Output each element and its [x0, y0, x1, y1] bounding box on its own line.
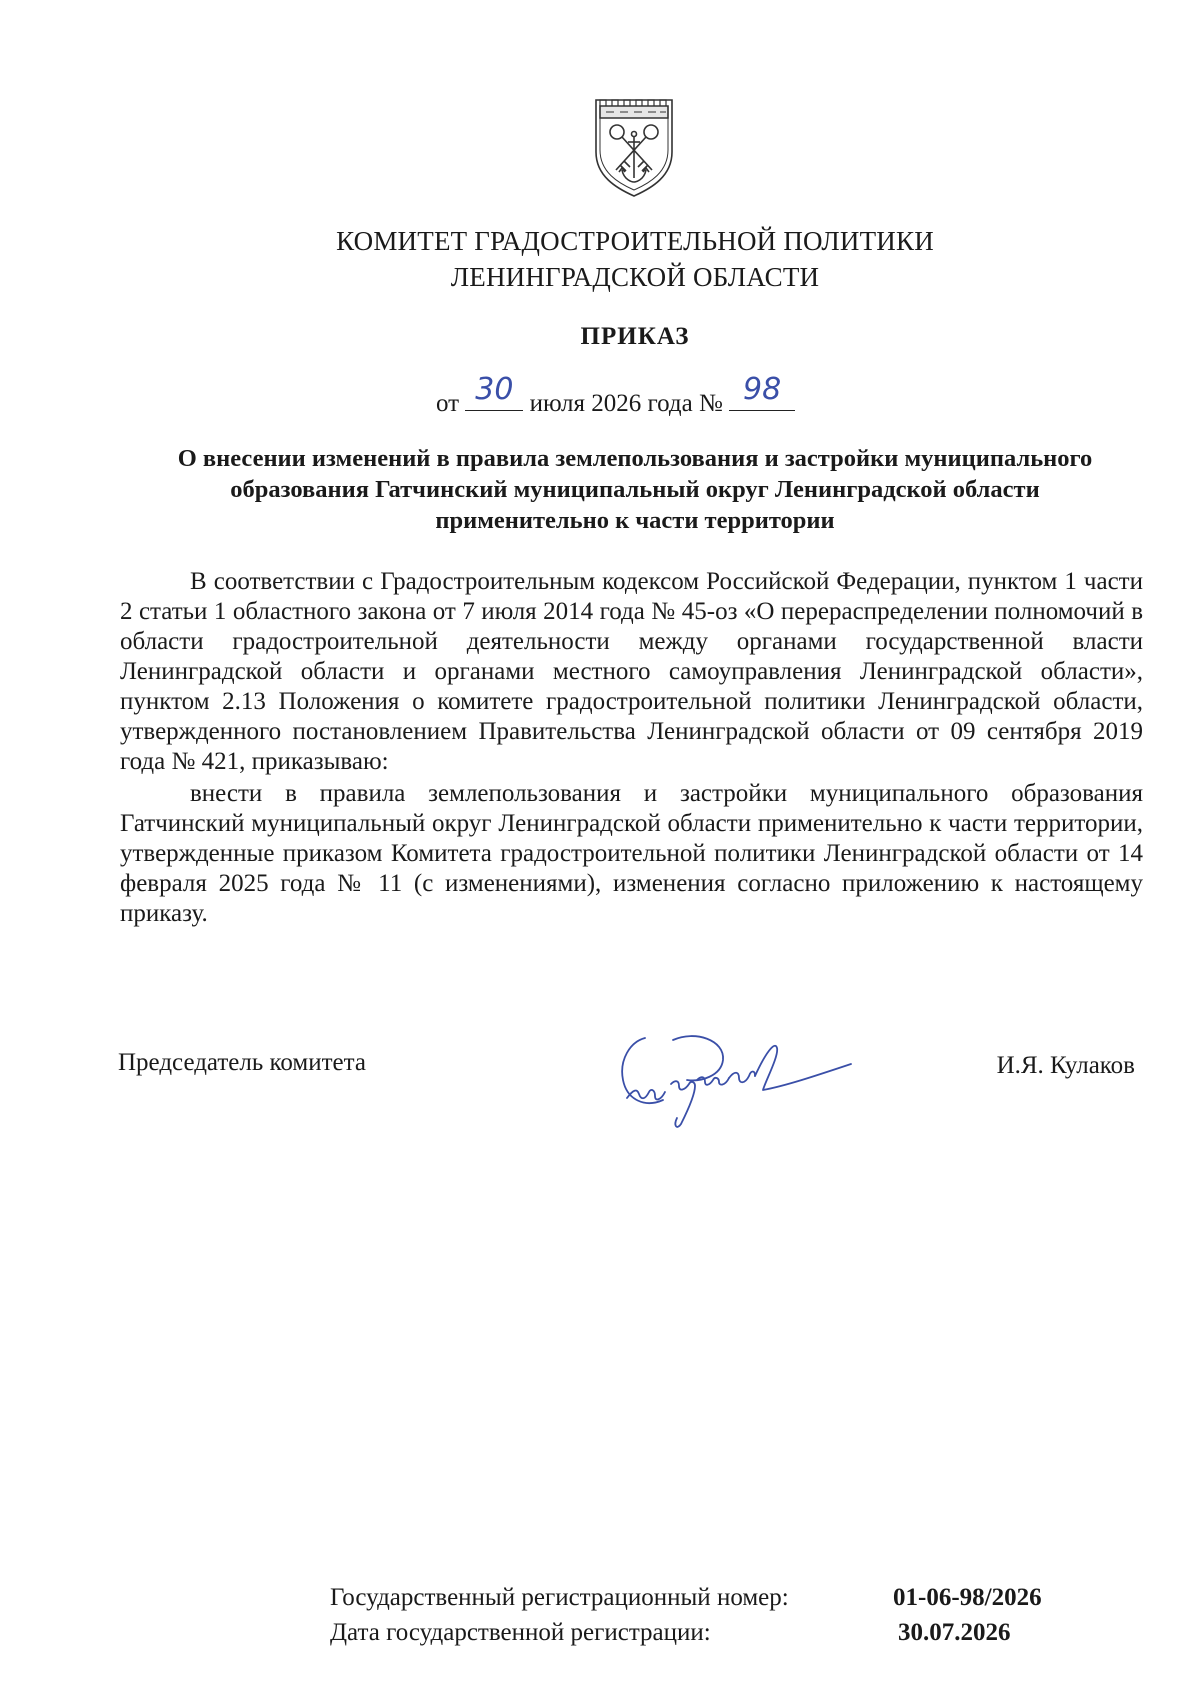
body-paragraph-2: внести в правила землепользования и застройки муниципального образования Гатчинский муниципальный округ Ленинградской области применительно к части территории, утвержденные приказом Комитета градостроительной политики Ленинградской области от 14 февраля 2025 года № 11 (с изменениями), изменения согласно приложению к настоящему приказу. [120, 780, 1143, 927]
coat-of-arms-emblem [592, 90, 676, 198]
signatory-name: И.Я. Кулаков [996, 1052, 1135, 1079]
signatory-position: Председатель комитета [118, 1049, 366, 1076]
registration-date-value: 30.07.2026 [898, 1619, 1011, 1646]
date-day-field [465, 372, 523, 411]
order-subject: О внесении изменений в правила землепользования и застройки муниципального образования Гатчинский муниципальный округ Ленинградской области применительно к части территории [177, 445, 1093, 534]
handwritten-signature [615, 1020, 855, 1140]
order-date-line [436, 372, 795, 418]
organization-name-line-1: КОМИТЕТ ГРАДОСТРОИТЕЛЬНОЙ ПОЛИТИКИ [336, 226, 934, 256]
registration-number-value: 01-06-98/2026 [893, 1584, 1042, 1611]
body-paragraph-1: В соответствии с Градостроительным кодексом Российской Федерации, пунктом 1 части 2 статьи 1 областного закона от 7 июля 2014 года № 45-оз «О перераспределении полномочий в области градостроительной деятельности между органами государственной власти Ленинградской области и органами местного самоуправления Ленинградской области», пунктом 2.13 Положения о комитете градостроительной политики Ленинградской области, утвержденного постановлением Правительства Ленинградской области от 09 сентября 2019 года № 421, приказываю: [120, 568, 1143, 775]
document-type-title: ПРИКАЗ [580, 323, 690, 350]
order-number-field [729, 372, 795, 411]
registration-number-label: Государственный регистрационный номер: [330, 1584, 789, 1611]
date-prefix: от [436, 390, 460, 417]
registration-date-label: Дата государственной регистрации: [330, 1619, 711, 1646]
date-month-year-text: июля 2026 года № [529, 390, 723, 417]
order-body [120, 567, 1143, 929]
handwritten-day: 30 [475, 372, 514, 407]
organization-name-line-2: ЛЕНИНГРАДСКОЙ ОБЛАСТИ [450, 262, 820, 292]
handwritten-order-number: 98 [743, 372, 782, 407]
